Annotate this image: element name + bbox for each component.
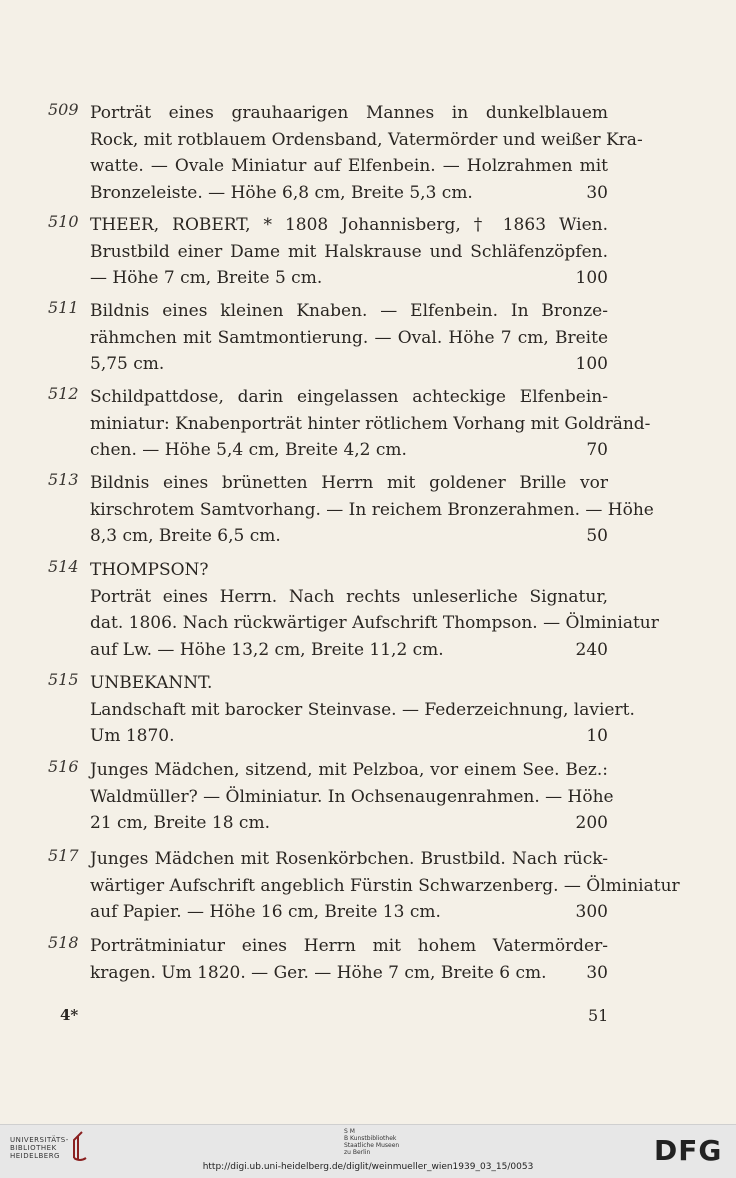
entry-line-text: UNBEKANNT. [90,673,213,693]
entry-line [90,212,608,239]
entry-line [90,610,659,637]
entry-text [90,557,659,663]
entry-line-text: watte. — Ovale Miniatur auf Elfenbein. — Holzrahmen mit [90,156,608,176]
entry-line-text: dat. 1806. Nach rückwärtiger Aufschrift Thompson. — Ölminiatur [90,613,659,633]
stamp-line: Staatliche Museen [344,1142,400,1149]
entry-line [90,384,608,411]
catalog-entry [48,470,654,550]
entry-line [90,670,608,697]
entry-line [90,437,608,464]
catalog-entry [48,557,659,663]
entry-number: 513 [48,470,79,489]
entry-text [90,670,635,750]
catalog-entry [48,100,643,206]
entry-text [90,846,680,926]
entry-line-text: kragen. Um 1820. — Ger. — Höhe 7 cm, Breite 6 cm. [90,962,547,983]
entry-line-text: miniatur: Knabenporträt hinter rötlichem Vorhang mit Goldränd- [90,413,651,434]
entry-line [90,351,608,378]
entry-line-text: Um 1870. [90,726,175,746]
stamp-line: zu Berlin [344,1149,371,1156]
entry-line-text: Rock, mit rotblauem Ordensband, Vatermörder und weißer Kra- [90,129,643,150]
university-logo-icon [68,1130,90,1162]
entry-text [90,470,654,550]
entry-price: 70 [586,440,608,460]
entry-line [90,933,608,960]
entry-line-text: THOMPSON? [90,560,209,580]
entry-line-text: auf Papier. — Höhe 16 cm, Breite 13 cm. [90,902,441,922]
entry-line-text: THEER, ROBERT, * 1808 Johannisberg, † 1863 Wien. [90,215,608,235]
entry-line-text: wärtiger Aufschrift angeblich Fürstin Schwarzenberg. — Ölminiatur [90,875,680,896]
entry-line-text: Bildnis eines kleinen Knaben. — Elfenbein. In Bronze- [90,301,608,321]
entry-line-text: 8,3 cm, Breite 6,5 cm. [90,526,281,546]
entry-line [90,180,608,207]
catalog-entry [48,384,651,464]
entry-line [90,265,608,292]
entry-line-text: — Höhe 7 cm, Breite 5 cm. [90,268,323,288]
entry-line-text: Landschaft mit barocker Steinvase. — Federzeichnung, laviert. [90,699,635,720]
catalog-entry [48,757,614,837]
entry-line [90,523,608,550]
entry-line [90,757,608,784]
entry-line [90,697,635,724]
entry-line [90,723,608,750]
entry-text [90,298,608,378]
entry-line-text: Junges Mädchen, sitzend, mit Pelzboa, vor einem See. Bez.: [90,760,608,780]
entry-price: 30 [586,962,608,983]
entry-line [90,239,608,266]
catalog-entry [48,846,680,926]
entry-text [90,384,651,464]
signature-mark: 4* [60,1006,79,1024]
entry-number: 511 [48,298,79,317]
university-library-label [10,1136,69,1160]
entry-line [90,470,608,497]
entry-line [90,153,608,180]
entry-line [90,100,608,127]
entry-price: 100 [575,268,608,288]
entry-line [90,810,608,837]
entry-line-text: 5,75 cm. [90,354,165,374]
entry-number: 516 [48,757,79,776]
page-number: 51 [588,1006,609,1025]
entry-price: 30 [586,182,608,203]
catalog-entry [48,212,608,292]
entry-price: 10 [586,726,608,746]
entry-line-text: Junges Mädchen mit Rosenkörbchen. Brustbild. Nach rück- [90,849,608,869]
stamp-line: B Kunstbibliothek [344,1135,397,1142]
entry-line-text: chen. — Höhe 5,4 cm, Breite 4,2 cm. [90,440,407,460]
entry-line-text: Waldmüller? — Ölminiatur. In Ochsenaugenrahmen. — Höhe [90,786,614,807]
uni-line: HEIDELBERG [10,1152,60,1160]
catalog-entry [48,670,635,750]
entry-text [90,212,608,292]
dfg-logo: DFG [654,1134,723,1167]
entry-line-text: Porträtminiatur eines Herrn mit hohem Vatermörder- [90,936,608,956]
entry-line-text: 21 cm, Breite 18 cm. [90,813,270,833]
entry-text [90,757,614,837]
entry-line [90,497,654,524]
entry-line [90,325,608,352]
entry-text [90,100,643,206]
entry-line [90,960,608,987]
entry-line [90,557,608,584]
entry-line-text: auf Lw. — Höhe 13,2 cm, Breite 11,2 cm. [90,639,444,660]
entry-number: 517 [48,846,79,865]
entry-line [90,127,643,154]
entry-line-text: Porträt eines grauhaarigen Mannes in dunkelblauem [90,103,608,123]
library-stamp [344,1128,399,1156]
entry-number: 512 [48,384,79,403]
entry-number: 515 [48,670,79,689]
entry-price: 240 [575,639,608,660]
entry-line [90,637,608,664]
entry-line-text: Schildpattdose, darin eingelassen achteckige Elfenbein- [90,387,608,407]
entry-price: 200 [575,813,608,833]
source-url[interactable]: http://digi.ub.uni-heidelberg.de/diglit/weinmueller_wien1939_03_15/0053 [202,1162,534,1172]
entry-line-text: Brustbild einer Dame mit Halskrause und Schläfenzöpfen. [90,241,608,262]
entry-line-text: kirschrotem Samtvorhang. — In reichem Bronzerahmen. — Höhe [90,499,654,520]
entry-price: 300 [575,902,608,922]
entry-line [90,584,608,611]
entry-number: 509 [48,100,79,119]
entry-price: 100 [575,354,608,374]
entry-text [90,933,608,986]
entry-line-text: Bronzeleiste. — Höhe 6,8 cm, Breite 5,3 cm. [90,182,473,203]
entry-number: 518 [48,933,79,952]
entry-line-text: Porträt eines Herrn. Nach rechts unleserliche Signatur, [90,586,608,607]
catalog-entry [48,298,608,378]
catalog-entry [48,933,608,986]
entry-line-text: rähmchen mit Samtmontierung. — Oval. Höhe 7 cm, Breite [90,327,608,348]
entry-line [90,846,608,873]
uni-line: BIBLIOTHEK [10,1144,57,1152]
entry-number: 514 [48,557,79,576]
entry-number: 510 [48,212,79,231]
entry-line [90,411,651,438]
entry-price: 50 [586,526,608,546]
entry-line-text: Bildnis eines brünetten Herrn mit goldener Brille vor [90,473,608,493]
entry-line [90,784,614,811]
entry-line [90,873,680,900]
uni-line: UNIVERSITÄTS- [10,1136,69,1144]
entry-line [90,899,608,926]
stamp-line: S M [344,1128,355,1135]
entry-line [90,298,608,325]
